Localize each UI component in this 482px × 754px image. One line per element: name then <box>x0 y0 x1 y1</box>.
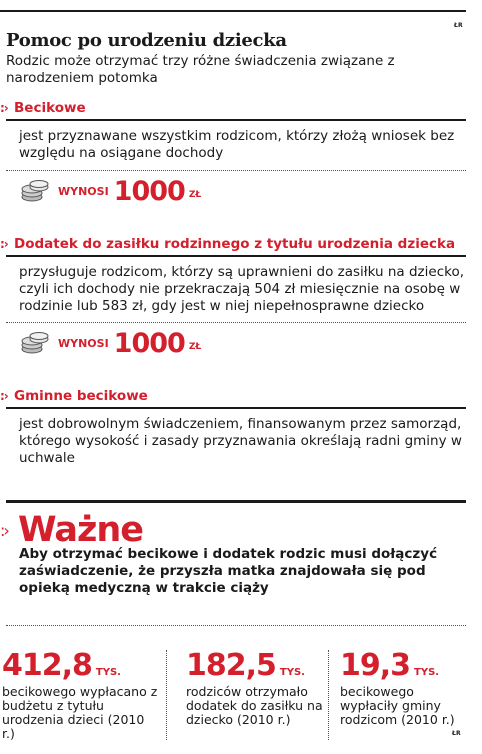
stat-description: rodziców otrzymało dodatek do zasiłku na dziecko (2010 r.) <box>186 684 323 727</box>
section-body-gminne: jest dobrowolnym świadczeniem, finansowanym przez samorząd, którego wysokość i zasady przyznawania określają radni gminy w uchwale <box>19 416 462 466</box>
dotted-divider <box>6 170 466 171</box>
section-heading-gminne <box>0 388 148 404</box>
stat-unit: TYS. <box>95 667 121 678</box>
amount-value: 1000 <box>113 327 185 359</box>
dots-arrow-icon: :› <box>0 237 8 251</box>
stats-divider <box>6 625 466 626</box>
stat-unit: TYS. <box>279 667 305 678</box>
important-heading <box>0 510 143 550</box>
amount-unit: ZŁ <box>188 342 202 352</box>
important-heading-text: Ważne <box>18 510 144 550</box>
dots-arrow-icon: :› <box>0 101 8 115</box>
section-heading-text: Gminne becikowe <box>14 388 148 404</box>
stat-item <box>186 648 326 727</box>
section-heading-text: Becikowe <box>14 100 86 116</box>
stat-separator <box>166 650 167 740</box>
amount-label: WYNOSI <box>58 184 109 198</box>
stat-separator <box>328 650 329 740</box>
section-rule <box>6 119 466 121</box>
stat-item <box>2 648 160 741</box>
amount-label: WYNOSI <box>58 336 109 350</box>
important-rule <box>6 500 466 503</box>
section-rule <box>6 407 466 409</box>
amount-unit: ZŁ <box>188 190 202 200</box>
page-title: Pomoc po urodzeniu dziecka <box>6 30 287 51</box>
coins-stack-icon <box>20 179 50 203</box>
amount-value: 1000 <box>113 175 185 207</box>
stat-value: 412,8 <box>2 648 92 683</box>
section-rule <box>6 255 466 257</box>
section-heading-text: Dodatek do zasiłku rodzinnego z tytułu urodzenia dziecka <box>14 236 456 252</box>
source-label-bottom: ŁR <box>452 730 461 737</box>
amount-row-becikowe <box>20 176 201 206</box>
section-heading-becikowe <box>0 100 86 116</box>
stat-value: 182,5 <box>186 648 276 683</box>
dotted-divider <box>6 322 466 323</box>
amount-row-dodatek <box>20 328 201 358</box>
section-body-becikowe: jest przyznawane wszystkim rodzicom, którzy złożą wniosek bez względu na osiągane dochody <box>19 128 455 161</box>
important-body: Aby otrzymać becikowe i dodatek rodzic musi dołączyć zaświadczenie, że przyszła matka znajdowała się pod opieką medyczną w trakcie ciąży <box>19 546 438 596</box>
top-rule <box>0 10 466 12</box>
page-subtitle: Rodzic może otrzymać trzy różne świadczenia związane z narodzeniem potomka <box>6 53 395 86</box>
section-heading-dodatek <box>0 236 455 252</box>
section-body-dodatek: przysługuje rodzicom, którzy są uprawnieni do zasiłku na dziecko, czyli ich dochody nie przekraczają 504 zł miesięcznie na osobę w rodzinie lub 583 zł, gdy jest w niej niepełnosprawne dziecko <box>19 264 465 314</box>
coins-stack-icon <box>20 331 50 355</box>
source-label-top: ŁR <box>454 22 463 29</box>
stat-value: 19,3 <box>340 648 411 683</box>
stat-unit: TYS. <box>414 667 440 678</box>
dots-arrow-icon: :› <box>0 389 8 403</box>
dots-arrow-icon: :› <box>0 520 8 540</box>
stat-item <box>340 648 460 727</box>
stat-description: becikowego wypłacano z budżetu z tytułu urodzenia dzieci (2010 r.) <box>2 684 158 741</box>
stat-description: becikowego wypłaciły gminy rodzicom (2010 r.) <box>340 684 455 727</box>
